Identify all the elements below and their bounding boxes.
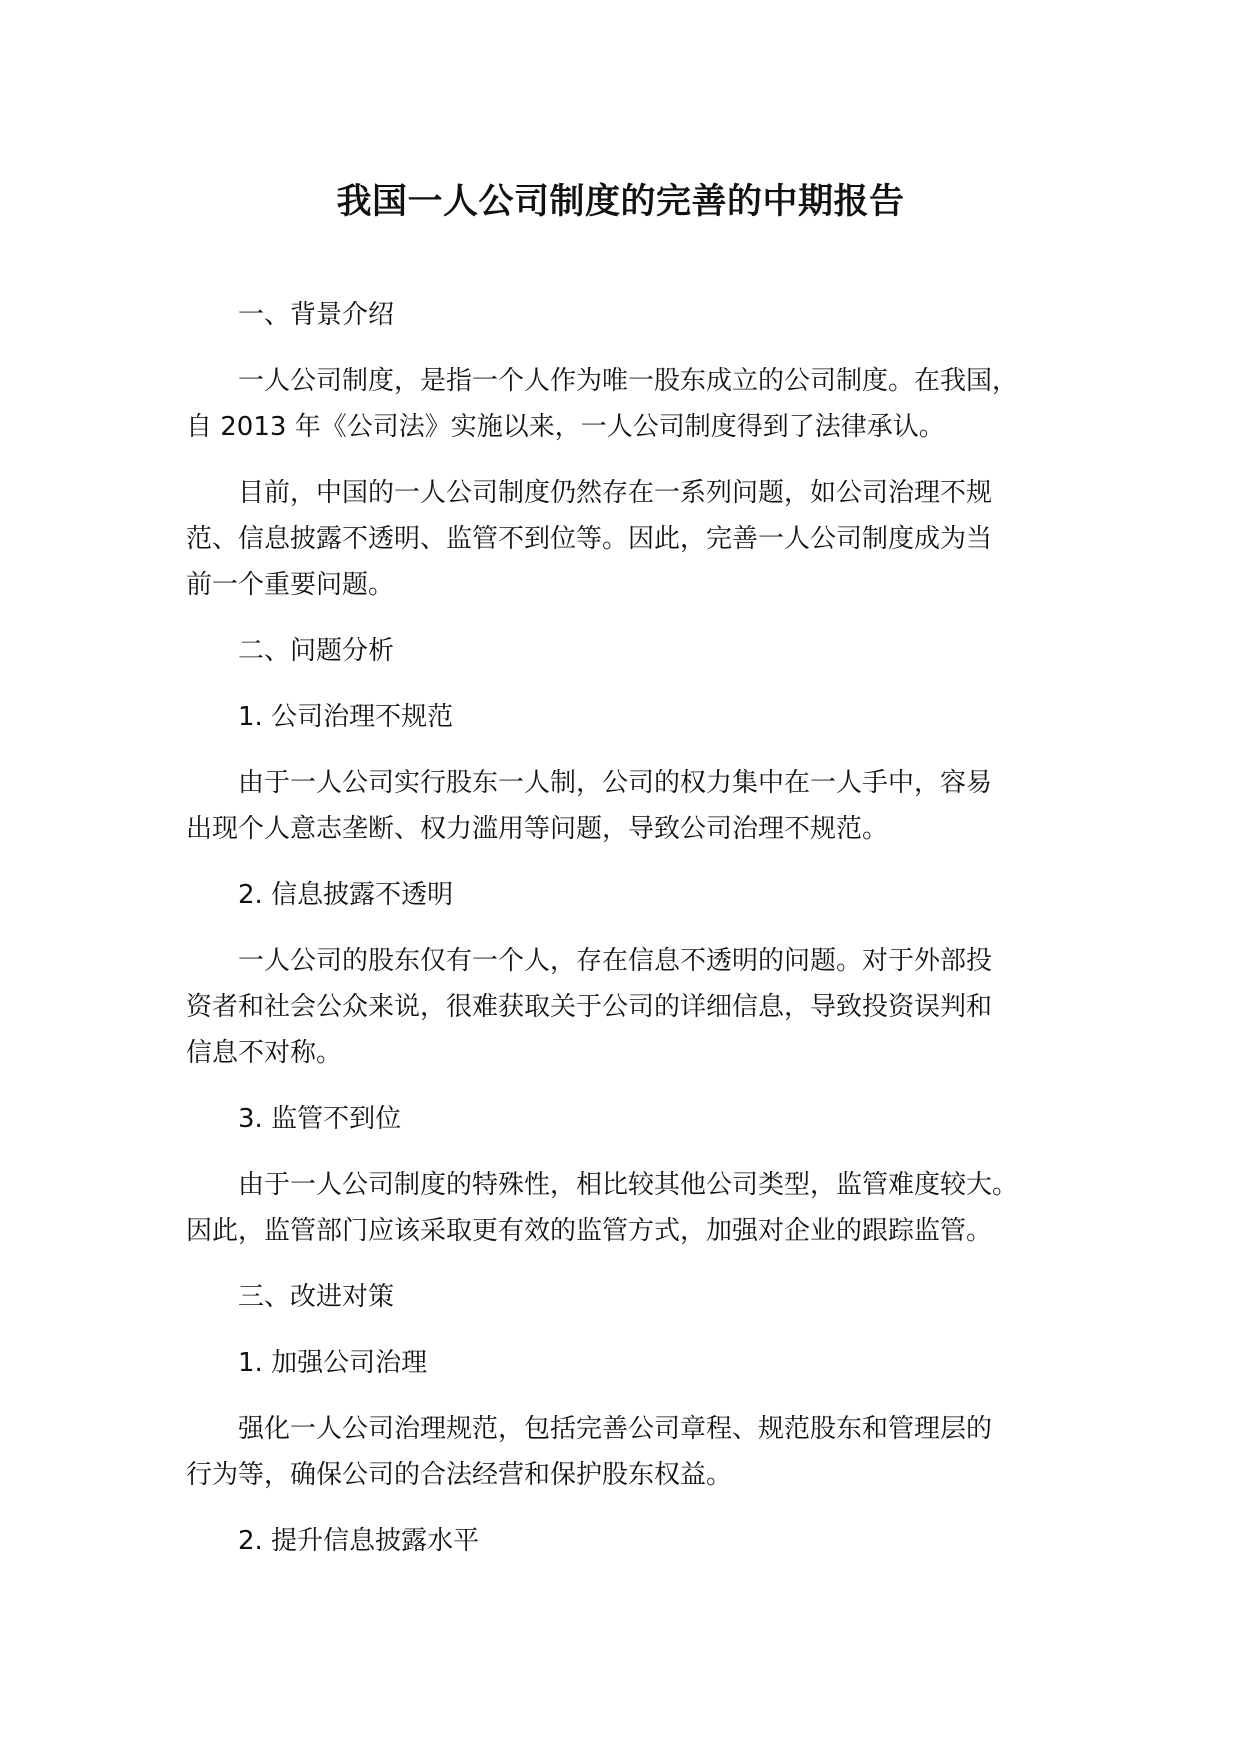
paragraph-p-3-1 xyxy=(186,1406,1076,1498)
paragraph-sub-2-2 xyxy=(186,872,1076,918)
text-line: 二、问题分析 xyxy=(238,636,395,666)
text-line: 一、背景介绍 xyxy=(238,300,395,330)
paragraph-p-2-1 xyxy=(186,760,1076,852)
text-line: 1. 加强公司治理 xyxy=(238,1348,428,1378)
text-line: 因此，监管部门应该采取更有效的监管方式，加强对企业的跟踪监管。 xyxy=(186,1216,993,1246)
paragraph-heading-1 xyxy=(186,292,1076,338)
paragraph-sub-3-2 xyxy=(186,1518,1076,1564)
text-line: 由于一人公司实行股东一人制，公司的权力集中在一人手中，容易 xyxy=(238,768,993,798)
paragraph-p-current xyxy=(186,470,1076,608)
paragraph-p-intro xyxy=(186,358,1076,450)
paragraph-sub-2-1 xyxy=(186,694,1076,740)
paragraph-sub-2-3 xyxy=(186,1096,1076,1142)
text-line: 由于一人公司制度的特殊性，相比较其他公司类型，监管难度较大。 xyxy=(238,1170,1019,1200)
text-line: 2. 信息披露不透明 xyxy=(238,880,454,910)
text-line: 3. 监管不到位 xyxy=(238,1104,402,1134)
text-line: 出现个人意志垄断、权力滥用等问题，导致公司治理不规范。 xyxy=(186,814,889,844)
text-line: 资者和社会公众来说，很难获取关于公司的详细信息，导致投资误判和 xyxy=(186,992,993,1022)
text-line: 行为等，确保公司的合法经营和保护股东权益。 xyxy=(186,1460,733,1490)
paragraph-heading-3 xyxy=(186,1274,1076,1320)
text-line: 一人公司的股东仅有一个人，存在信息不透明的问题。对于外部投 xyxy=(238,946,993,976)
text-line: 范、信息披露不透明、监管不到位等。因此，完善一人公司制度成为当 xyxy=(186,524,993,554)
paragraph-p-2-2 xyxy=(186,938,1076,1076)
document-body xyxy=(186,292,1076,1584)
text-line: 1. 公司治理不规范 xyxy=(238,702,454,732)
text-line: 2. 提升信息披露水平 xyxy=(238,1526,480,1556)
text-line: 信息不对称。 xyxy=(186,1038,343,1068)
text-line: 三、改进对策 xyxy=(238,1282,395,1312)
text-line: 前一个重要问题。 xyxy=(186,570,395,600)
text-line: 强化一人公司治理规范，包括完善公司章程、规范股东和管理层的 xyxy=(238,1414,993,1444)
paragraph-heading-2 xyxy=(186,628,1076,674)
paragraph-sub-3-1 xyxy=(186,1340,1076,1386)
document-title: 我国一人公司制度的完善的中期报告 xyxy=(336,182,905,222)
text-line: 一人公司制度，是指一个人作为唯一股东成立的公司制度。在我国， xyxy=(238,366,1019,396)
paragraph-p-2-3 xyxy=(186,1162,1076,1254)
text-line: 目前，中国的一人公司制度仍然存在一系列问题，如公司治理不规 xyxy=(238,478,993,508)
text-line: 自 2013 年《公司法》实施以来，一人公司制度得到了法律承认。 xyxy=(186,412,945,442)
